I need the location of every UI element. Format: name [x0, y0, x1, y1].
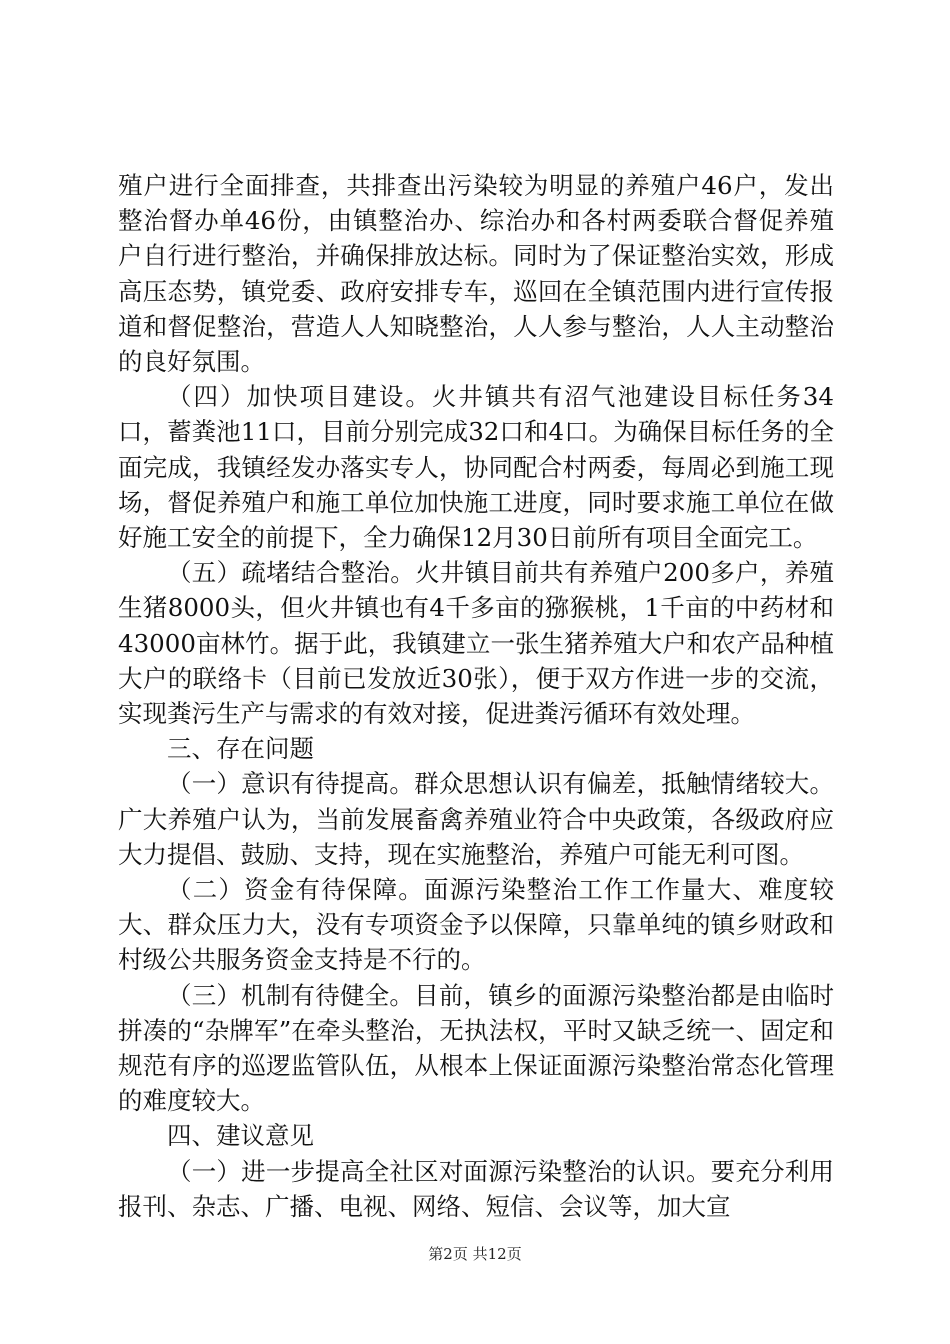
paragraph-mechanism: （三）机制有待健全。目前，镇乡的面源污染整治都是由临时拼凑的“杂牌军”在牵头整治，无执法权，平时又缺乏统一、固定和规范有序的巡逻监管队伍，从根本上保证面源污染整治常态化管理的难度较大。: [118, 980, 834, 1116]
paragraph-awareness: （一）意识有待提高。群众思想认识有偏差，抵触情绪较大。广大养殖户认为，当前发展畜禽养殖业符合中央政策，各级政府应大力提倡、鼓励、支持，现在实施整治，养殖户可能无利可图。: [118, 769, 834, 869]
section-heading-problems: 三、存在问题: [167, 734, 314, 764]
paragraph-funding: （二）资金有待保障。面源污染整治工作工作量大、难度较大、群众压力大，没有专项资金予以保障，只靠单纯的镇乡财政和村级公共服务资金支持是不行的。: [118, 875, 834, 975]
paragraph-combined-rectification: （五）疏堵结合整治。火井镇目前共有养殖户200多户，养殖生猪8000头，但火井镇也有4千多亩的猕猴桃，1千亩的中药材和43000亩林竹。据于此，我镇建立一张生猪养殖大户和农产品种植大户的联络卡（目前已发放近30张），便于双方作进一步的交流，实现粪污生产与需求的有效对接，促进粪污循环有效处理。: [118, 558, 834, 729]
section-heading-suggestions: 四、建议意见: [167, 1121, 314, 1151]
paragraph-continuation: 殖户进行全面排查，共排查出污染较为明显的养殖户46户，发出整治督办单46份，由镇整治办、综治办和各村两委联合督促养殖户自行进行整治，并确保排放达标。同时为了保证整治实效，形成高压态势，镇党委、政府安排专车，巡回在全镇范围内进行宣传报道和督促整治，营造人人知晓整治，人人参与整治，人人主动整治的良好氛围。: [118, 171, 834, 377]
page-number-footer: 第2页 共12页: [428, 1245, 522, 1263]
paragraph-project-construction: （四）加快项目建设。火井镇共有沼气池建设目标任务34口，蓄粪池11口，目前分别完成32口和4口。为确保目标任务的全面完成，我镇经发办落实专人，协同配合村两委，每周必到施工现场，督促养殖户和施工单位加快施工进度，同时要求施工单位在做好施工安全的前提下，全力确保12月30日前所有项目全面完工。: [118, 382, 834, 553]
document-body: [118, 168, 834, 1224]
paragraph-suggestion-one: （一）进一步提高全社区对面源污染整治的认识。要充分利用报刊、杂志、广播、电视、网络、短信、会议等，加大宣: [118, 1156, 834, 1221]
